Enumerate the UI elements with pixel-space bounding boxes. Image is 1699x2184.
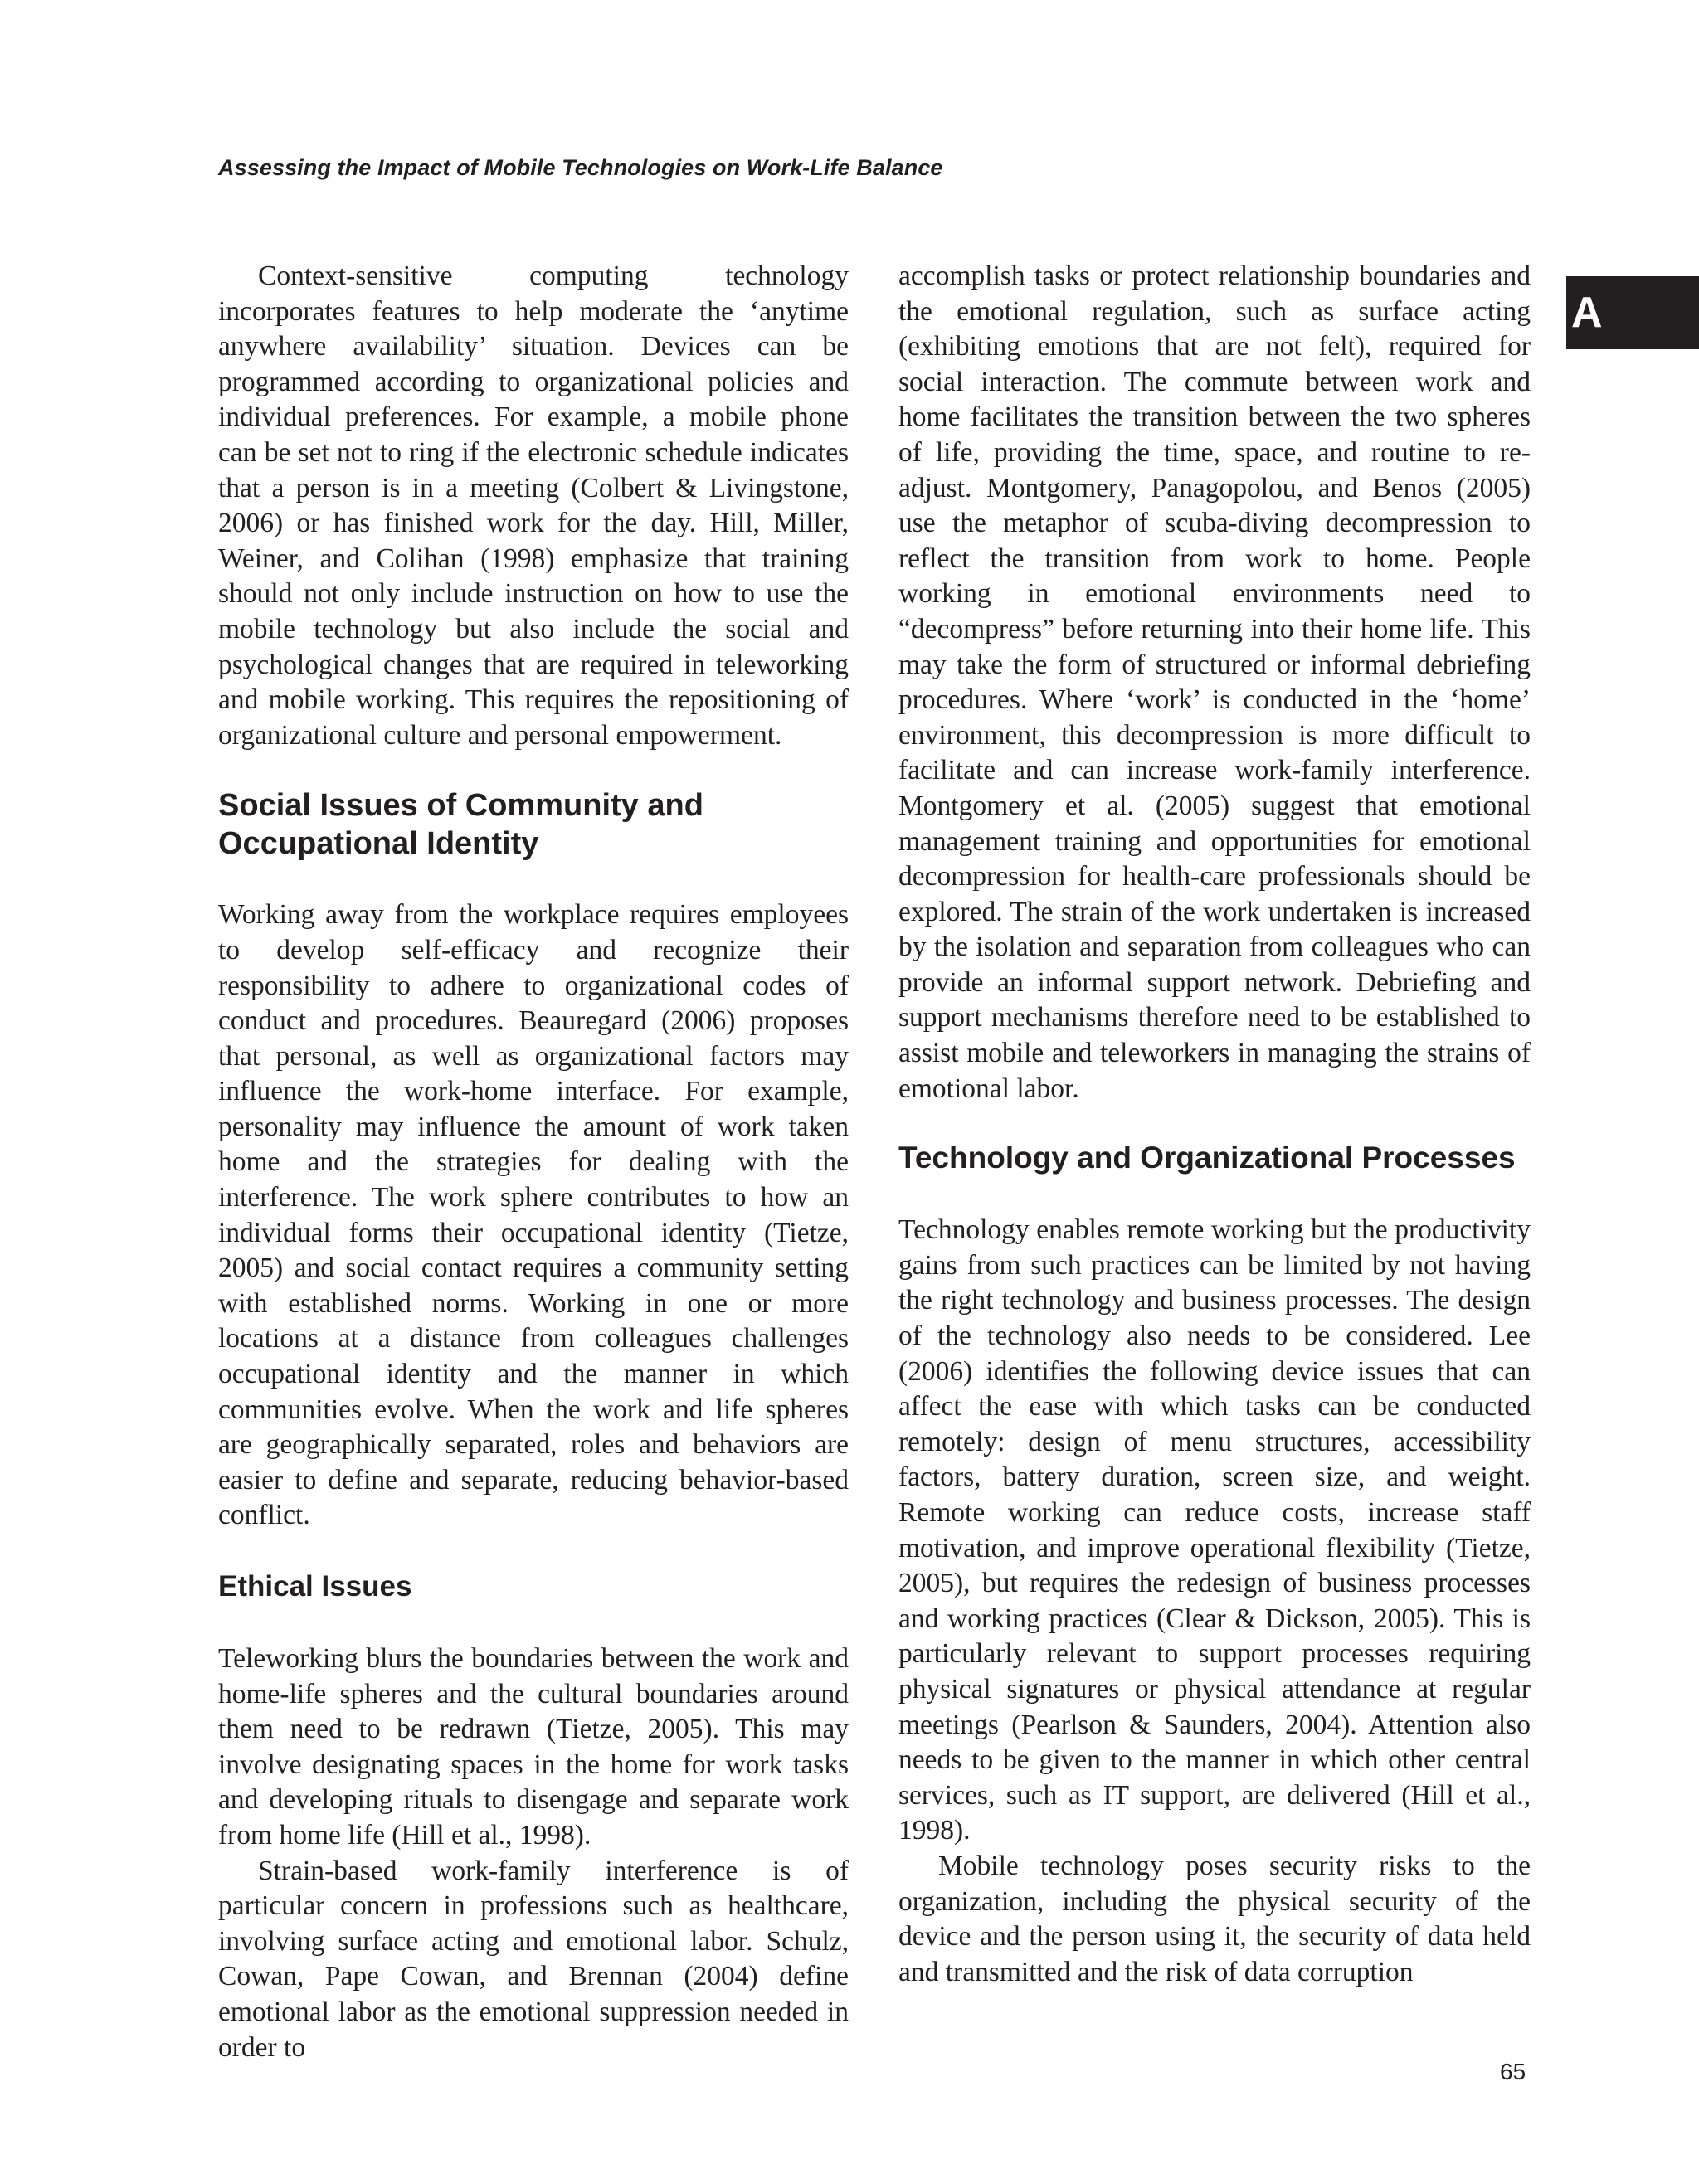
- section-heading: Social Issues of Community and Occupational Identity: [218, 788, 703, 862]
- paragraph: Working away from the workplace requires employees to develop self-efficacy and recognize their responsibility to adhere to organizational codes of conduct and procedures. Beauregard (2006) proposes that personal, as well as organizational factors may influence the work-home interface. For example, personality may influence the amount of work taken home and the strategies for dealing with the interference. The work sphere contributes to how an individual forms their occupational identity (Tietze, 2005) and social contact requires a community setting with established norms. Working in one or more locations at a distance from colleagues challenges occupational identity and the manner in which communities evolve. When the work and life spheres are geographically separated, roles and behaviors are easier to define and separate, reducing behavior-based conflict.: [218, 899, 849, 1531]
- section-heading: Technology and Organizational Processes: [898, 1141, 1516, 1175]
- section-heading: Ethical Issues: [218, 1570, 412, 1603]
- paragraph: Context-sensitive computing technology incorporates features to help moderate the ‘anytime anywhere availability’ situation. Devices can be programmed according to organizational policies and individual preferences. For example, a mobile phone can be set not to ring if the electronic schedule indicates that a person is in a meeting (Colbert & Livingstone, 2006) or has finished work for the day. Hill, Miller, Weiner, and Colihan (1998) emphasize that training should not only include instruction on how to use the mobile technology but also include the social and psychological changes that are required in teleworking and mobile working. This requires the repositioning of organizational culture and personal empowerment.: [218, 260, 849, 751]
- left-column: [218, 259, 849, 2065]
- paragraph: Technology enables remote working but the productivity gains from such practices can be limited by not having the right technology and business processes. The design of the technology also needs to be considered. Lee (2006) identifies the following device issues that can affect the ease with which tasks can be conducted remotely: design of menu structures, accessibility factors, battery duration, screen size, and weight. Remote working can reduce costs, increase staff motivation, and improve operational flexibility (Tietze, 2005), but requires the redesign of business processes and working practices (Clear & Dickson, 2005). This is particularly relevant to support processes requiring physical signatures or physical attendance at regular meetings (Pearlson & Saunders, 2004). Attention also needs to be given to the manner in which other central services, such as IT support, are delivered (Hill et al., 1998).: [898, 1214, 1531, 1846]
- paragraph: Strain-based work-family interference is of particular concern in professions such as healthcare, involving surface acting and emotional labor. Schulz, Cowan, Pape Cowan, and Brennan (2004) define emotional labor as the emotional suppression needed in order to: [218, 1855, 849, 2063]
- page-number: 65: [1500, 2059, 1526, 2084]
- paragraph: Teleworking blurs the boundaries between the work and home-life spheres and the cultural boundaries around them need to be redrawn (Tietze, 2005). This may involve designating spaces in the home for work tasks and developing rituals to disengage and separate work from home life (Hill et al., 1998).: [218, 1643, 849, 1851]
- section-thumb-tab: A: [1566, 276, 1699, 349]
- paragraph: Mobile technology poses security risks to the organization, including the physical security of the device and the person using it, the security of data held and transmitted and the risk of data corruption: [898, 1850, 1531, 1987]
- running-head-title: Assessing the Impact of Mobile Technologies on Work-Life Balance: [218, 155, 943, 180]
- paragraph: accomplish tasks or protect relationship boundaries and the emotional regulation, such as surface acting (exhibiting emotions that are not felt), required for social interaction. The commute between work and home facilitates the transition between the two spheres of life, providing the time, space, and routine to re-adjust. Montgomery, Panagopolou, and Benos (2005) use the metaphor of scuba-diving decompression to reflect the transition from work to home. People working in emotional environments need to “decompress” before returning into their home life. This may take the form of structured or informal debriefing procedures. Where ‘work’ is conducted in the ‘home’ environment, this decompression is more difficult to facilitate and can increase work-family interference. Montgomery et al. (2005) suggest that emotional management training and opportunities for emotional decompression for health-care professionals should be explored. The strain of the work undertaken is increased by the isolation and separation from colleagues who can provide an informal support network. Debriefing and support mechanisms therefore need to be established to assist mobile and teleworkers in managing the strains of emotional labor.: [898, 260, 1531, 1104]
- right-column: [898, 259, 1531, 1990]
